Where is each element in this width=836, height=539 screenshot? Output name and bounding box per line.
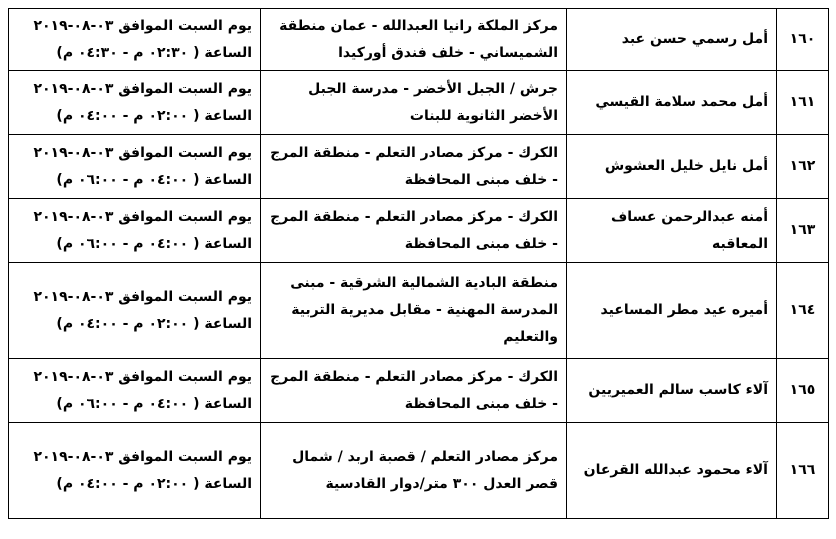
location-text: الكرك - مركز مصادر التعلم - منطقة المرج - خلف مبنى المحافظة — [270, 208, 558, 252]
exam-date-line: يوم السبت الموافق ٠٣-٠٨-٢٠١٩ — [33, 448, 252, 465]
exam-time-line: الساعة ( ٠٢:٠٠ م - ٠٤:٠٠ م) — [56, 315, 252, 332]
row-number: ١٦٦ — [777, 423, 829, 519]
row-number: ١٦٠ — [777, 9, 829, 71]
row-number: ١٦٣ — [777, 199, 829, 263]
exam-location — [261, 199, 567, 263]
exam-time — [9, 135, 261, 199]
candidate-name: أمل رسمي حسن عبد — [567, 9, 777, 71]
location-text: مركز مصادر التعلم / قصبة اربد / شمال قصر العدل ٣٠٠ متر/دوار القادسية — [292, 448, 558, 492]
table-row — [9, 359, 829, 423]
exam-time-line: الساعة ( ٠٢:٠٠ م - ٠٤:٠٠ م) — [56, 475, 252, 492]
exam-time — [9, 359, 261, 423]
candidate-name: آلاء كاسب سالم العميريين — [567, 359, 777, 423]
exam-date-line: يوم السبت الموافق ٠٣-٠٨-٢٠١٩ — [33, 144, 252, 161]
exam-time-line: الساعة ( ٠٤:٠٠ م - ٠٦:٠٠ م) — [56, 171, 252, 188]
candidate-name: أمل نايل خليل العشوش — [567, 135, 777, 199]
exam-date-line: يوم السبت الموافق ٠٣-٠٨-٢٠١٩ — [33, 80, 252, 97]
exam-date-line: يوم السبت الموافق ٠٣-٠٨-٢٠١٩ — [33, 288, 252, 305]
exam-location — [261, 263, 567, 359]
table-row — [9, 423, 829, 519]
exam-time-line: الساعة ( ٠٢:٠٠ م - ٠٤:٠٠ م) — [56, 107, 252, 124]
exam-time-line: الساعة ( ٠٤:٠٠ م - ٠٦:٠٠ م) — [56, 235, 252, 252]
exam-location — [261, 423, 567, 519]
exam-location — [261, 9, 567, 71]
exam-date-line: يوم السبت الموافق ٠٣-٠٨-٢٠١٩ — [33, 208, 252, 225]
candidate-name: آلاء محمود عبدالله القرعان — [567, 423, 777, 519]
exam-location — [261, 135, 567, 199]
location-text: الكرك - مركز مصادر التعلم - منطقة المرج - خلف مبنى المحافظة — [270, 144, 558, 188]
exam-time-line: الساعة ( ٠٢:٣٠ م - ٠٤:٣٠ م) — [56, 44, 252, 61]
location-text: الكرك - مركز مصادر التعلم - منطقة المرج - خلف مبنى المحافظة — [270, 368, 558, 412]
exam-location — [261, 359, 567, 423]
candidate-name: أميره عيد مطر المساعيد — [567, 263, 777, 359]
row-number: ١٦٤ — [777, 263, 829, 359]
schedule-table — [8, 8, 829, 519]
exam-time — [9, 263, 261, 359]
row-number: ١٦٢ — [777, 135, 829, 199]
table-row — [9, 71, 829, 135]
candidate-name: أمنه عبدالرحمن عساف المعاقبه — [567, 199, 777, 263]
exam-date-line: يوم السبت الموافق ٠٣-٠٨-٢٠١٩ — [33, 17, 252, 34]
table-row — [9, 9, 829, 71]
table-row — [9, 263, 829, 359]
candidate-name: أمل محمد سلامة القيسي — [567, 71, 777, 135]
location-text: منطقة البادية الشمالية الشرقية - مبنى المدرسة المهنية - مقابل مديرية التربية والتعليم — [290, 275, 558, 345]
exam-time-line: الساعة ( ٠٤:٠٠ م - ٠٦:٠٠ م) — [56, 395, 252, 412]
table-row — [9, 135, 829, 199]
exam-time — [9, 423, 261, 519]
exam-time — [9, 71, 261, 135]
location-text: جرش / الجبل الأخضر - مدرسة الجبل الأخضر الثانوية للبنات — [308, 80, 558, 124]
exam-time — [9, 9, 261, 71]
row-number: ١٦٥ — [777, 359, 829, 423]
location-text: مركز الملكة رانيا العبدالله - عمان منطقة الشميساني - خلف فندق أوركيدا — [279, 17, 558, 61]
exam-location — [261, 71, 567, 135]
schedule-sheet — [8, 8, 828, 519]
row-number: ١٦١ — [777, 71, 829, 135]
exam-date-line: يوم السبت الموافق ٠٣-٠٨-٢٠١٩ — [33, 368, 252, 385]
table-row — [9, 199, 829, 263]
exam-time — [9, 199, 261, 263]
